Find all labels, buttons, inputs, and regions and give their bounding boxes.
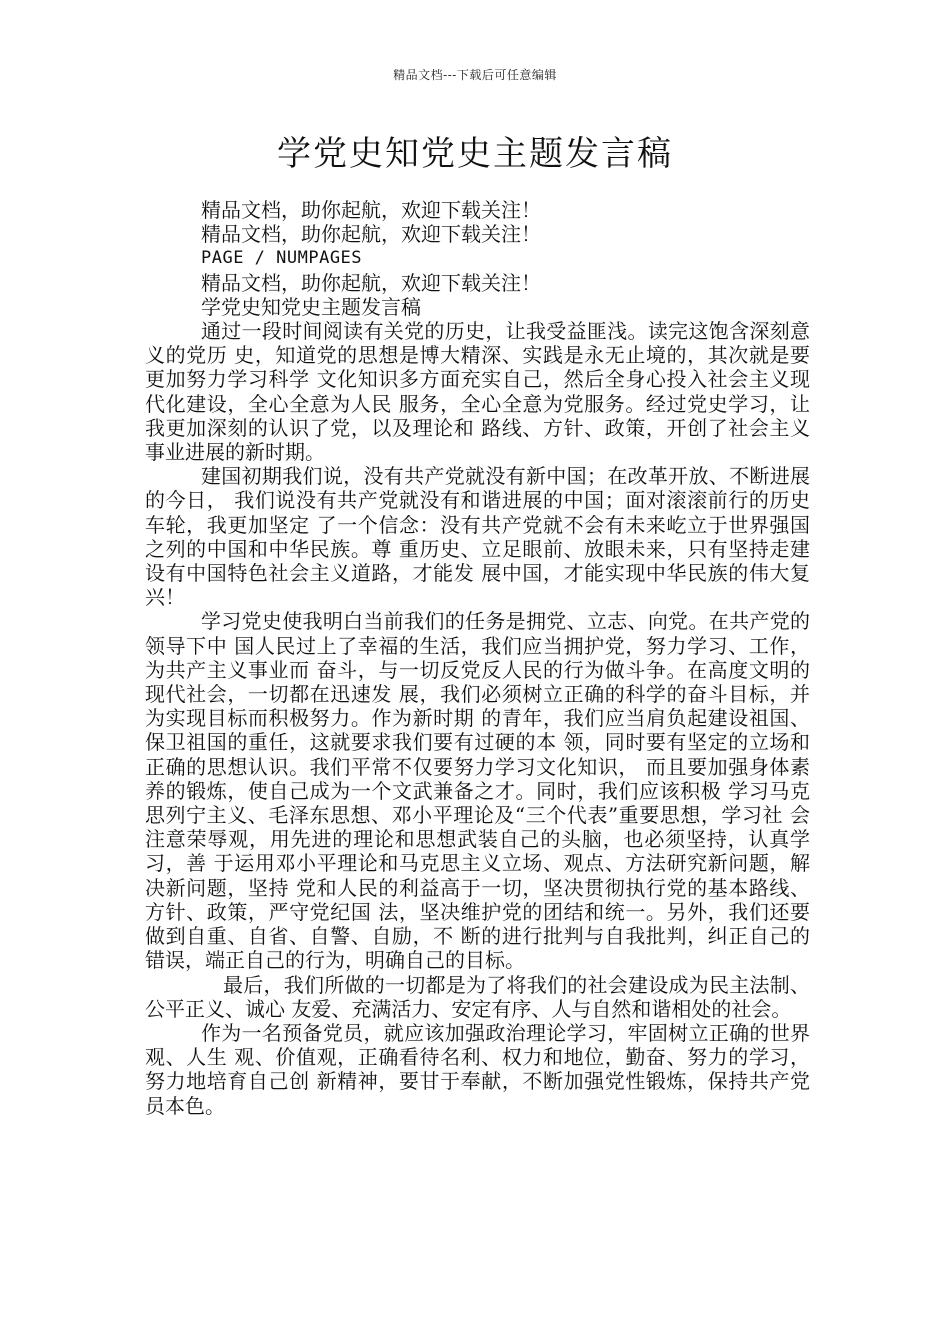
document-body <box>145 198 810 1118</box>
page-field-code: PAGE / NUMPAGES <box>201 248 363 269</box>
body-paragraph: 最后，我们所做的一切都是为了将我们的社会建设成为民主法制、公平正义、诚心 友爱、充满活力、安定有序、人与自然和谐相处的社会。 <box>145 972 810 1021</box>
body-paragraph: 建国初期我们说，没有共产党就没有新中国；在改革开放、不断进展的今日， 我们说没有共产党就没有和谐进展的中国；面对滚滚前行的历史车轮，我更加坚定 了一个信念：没有共产党就不会有未来屹立于世界强国之列的中国和中华民族。尊 重历史、立足眼前、放眼未来，只有坚持走建设有中国特色社会主义道路，才能发 展中国，才能实现中华民族的伟大复兴！ <box>145 464 810 610</box>
intro-line: 精品文档，助你起航，欢迎下载关注！ <box>201 222 541 247</box>
body-paragraph: 学习党史使我明白当前我们的任务是拥党、立志、向党。在共产党的领导下中 国人民过上了幸福的生活，我们应当拥护党，努力学习、工作，为共产主义事业而 奋斗，与一切反党反人民的行为做斗争。在高度文明的现代社会，一切都在迅速发 展，我们必须树立正确的科学的奋斗目标，并为实现目标而积极努力。作为新时期 的青年，我们应当肩负起建设祖国、保卫祖国的重任，这就要求我们要有过硬的本 领，同时要有坚定的立场和正确的思想认识。我们平常不仅要努力学习文化知识， 而且要加强身体素养的锻炼，使自己成为一个文武兼备之才。同时，我们应该积极 学习马克思列宁主义、毛泽东思想、邓小平理论及“三个代表”重要思想，学习社 会注意荣辱观，用先进的理论和思想武装自己的头脑，也必须坚持，认真学习，善 于运用邓小平理论和马克思主义立场、观点、方法研究新问题，解决新问题，坚持 党和人民的利益高于一切，坚决贯彻执行党的基本路线、方针、政策，严守党纪国 法，坚决维护党的团结和统一。另外，我们还要做到自重、自省、自警、自励，不 断的进行批判与自我批判，纠正自己的错误，端正自己的行为，明确自己的目标。 <box>145 609 810 973</box>
page-header-note: 精品文档---下载后可任意编辑 <box>393 68 557 82</box>
intro-line: 精品文档，助你起航，欢迎下载关注！ <box>201 270 541 295</box>
intro-line: 精品文档，助你起航，欢迎下载关注！ <box>201 198 541 222</box>
body-paragraph: 作为一名预备党员，就应该加强政治理论学习，牢固树立正确的世界观、人生 观、价值观，正确看待名利、权力和地位，勤奋、努力的学习，努力地培育自己创 新精神，要甘于奉献，不断加强党性锻炼，保持共产党员本色。 <box>145 1020 810 1118</box>
page-title: 学党史知党史主题发言稿 <box>277 134 673 174</box>
body-paragraph: 通过一段时间阅读有关党的历史，让我受益匪浅。读完这饱含深刻意义的党历 史，知道党的思想是博大精深、实践是永无止境的，其次就是要更加努力学习科学 文化知识多方面充实自己，然后全身心投入社会主义现代化建设，全心全意为人民 服务，全心全意为党服务。经过党史学习，让我更加深刻的认识了党，以及理论和 路线、方针、政策，开创了社会主义事业进展的新时期。 <box>145 319 810 465</box>
body-subtitle: 学党史知党史主题发言稿 <box>201 294 421 319</box>
